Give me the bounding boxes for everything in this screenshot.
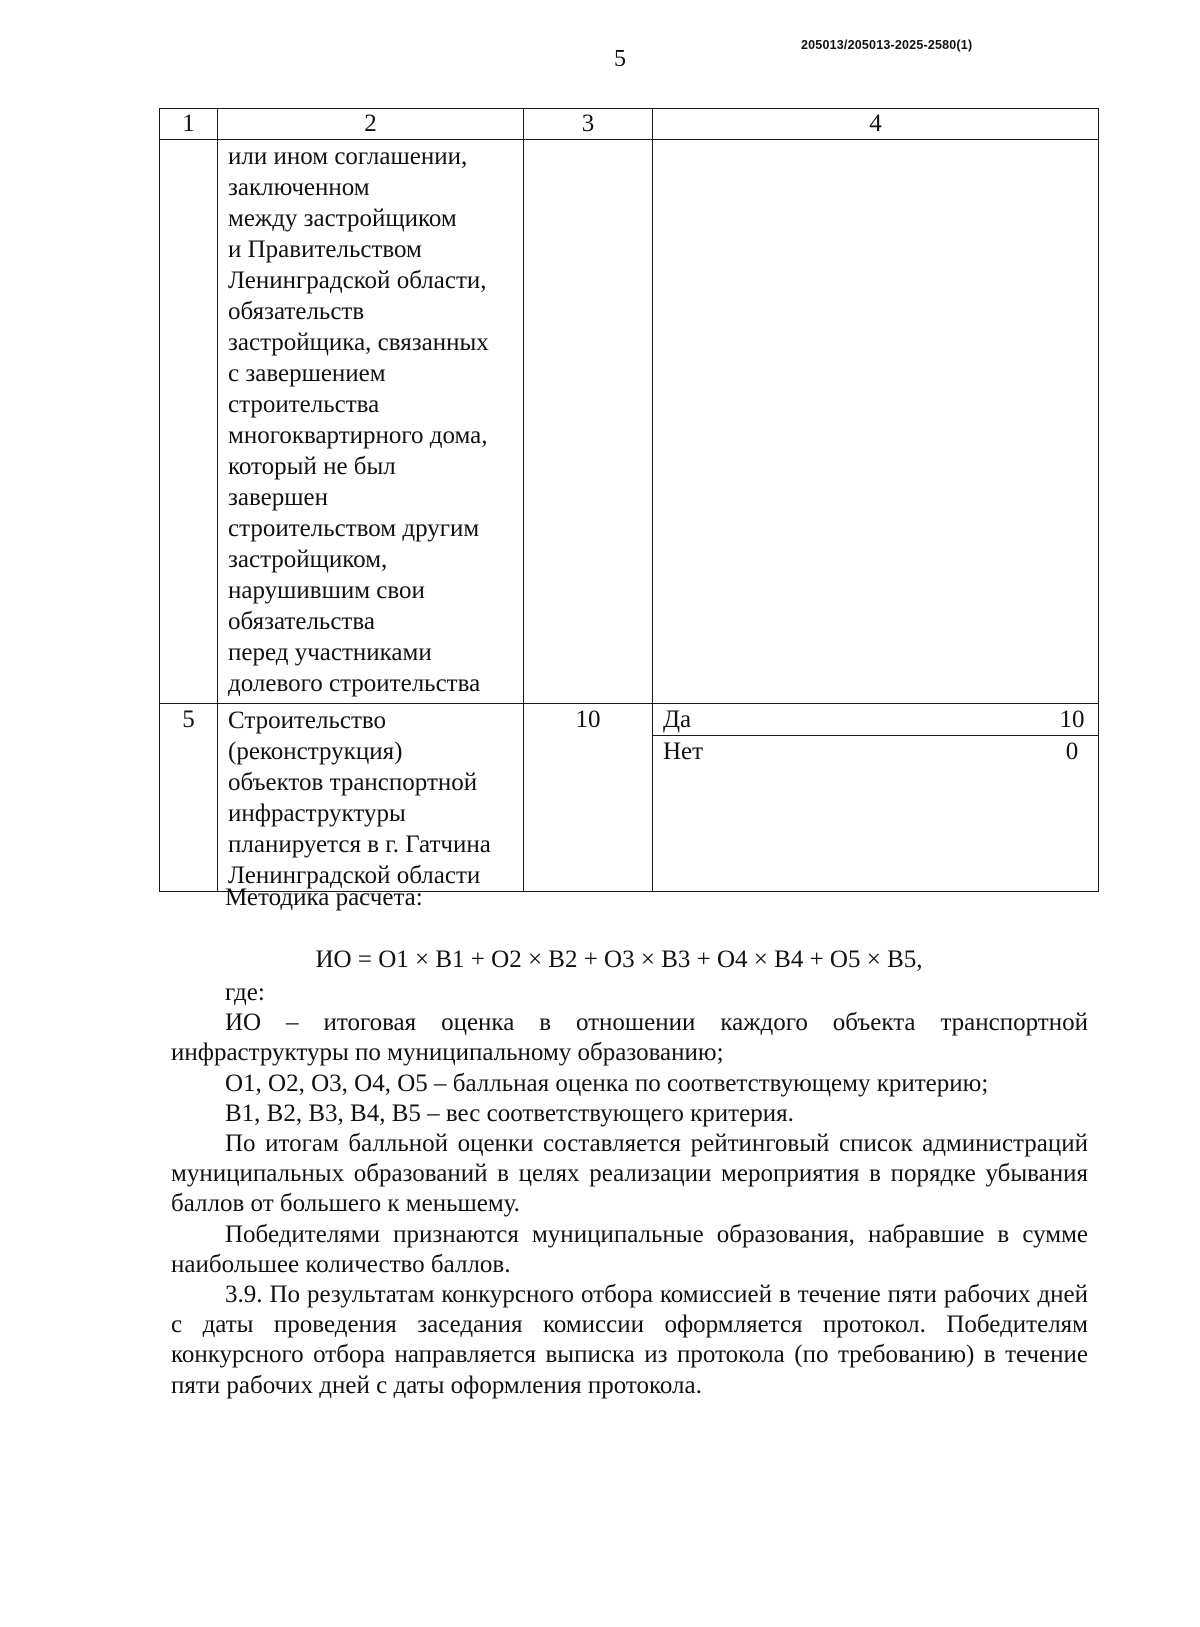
options-table — [653, 140, 1098, 703]
column-header-1: 1 — [160, 109, 218, 140]
option-score: 0 — [1065, 738, 1079, 765]
criterion-line: строительством другим — [228, 515, 480, 542]
options-table — [653, 704, 1098, 891]
method-title: Методика расчета: — [225, 884, 423, 911]
max-score: 10 — [524, 704, 653, 892]
method-title-block — [171, 883, 1088, 913]
max-score — [524, 140, 653, 704]
criterion-line: который не был — [228, 453, 396, 480]
criterion-line: и Правительством — [228, 236, 422, 263]
document-id: 205013/205013-2025-2580(1) — [801, 38, 973, 52]
row-number — [160, 140, 218, 704]
criterion-text — [218, 704, 524, 892]
table-row — [160, 140, 1099, 704]
paragraph-winners: Победителями признаются муниципальные образования, набравшие в сумме наибольшее количество баллов. — [171, 1220, 1088, 1278]
criterion-line: планируется в г. Гатчина — [228, 831, 491, 858]
criterion-line: с завершением — [228, 360, 386, 387]
criteria-table — [159, 108, 1099, 892]
criterion-line: объектов транспортной — [228, 769, 478, 796]
option-label: Нет — [663, 738, 704, 765]
criterion-line: застройщика, связанных — [228, 329, 489, 356]
criterion-line: долевого строительства — [228, 670, 481, 697]
criterion-line: Ленинградской области — [228, 862, 481, 889]
score-options — [653, 704, 1099, 892]
criterion-line: многоквартирного дома, — [228, 422, 488, 449]
criterion-line: инфраструктуры — [228, 800, 406, 827]
definition-b: В1, В2, В3, В4, В5 – вес соответствующего критерия. — [225, 1099, 794, 1127]
page-number: 5 — [614, 46, 626, 72]
column-header-3: 3 — [524, 109, 653, 140]
criterion-line: Строительство — [228, 707, 387, 734]
column-header-4: 4 — [653, 109, 1099, 140]
criterion-line: застройщиком, — [228, 546, 388, 573]
criterion-line: перед участниками — [228, 639, 432, 666]
table-header-row — [160, 109, 1099, 140]
paragraph-rating: По итогам балльной оценки составляется рейтинговый список администраций муниципальных образований в целях реализации мероприятия в порядке убывания баллов от большего к меньшему. — [171, 1130, 1088, 1218]
criterion-line: Ленинградской области, — [228, 267, 487, 294]
column-header-2: 2 — [218, 109, 524, 140]
method-definitions — [171, 978, 1088, 1401]
option-score: 10 — [1046, 704, 1098, 736]
criterion-line: обязательства — [228, 608, 375, 635]
score-options — [653, 140, 1099, 704]
criterion-line: заключенном — [228, 174, 370, 201]
criterion-text — [218, 140, 524, 704]
formula: ИО = О1 × В1 + О2 × В2 + О3 × В3 + О4 × В4 + О5 × В5, — [315, 946, 923, 973]
criterion-line: завершен — [228, 484, 328, 511]
criterion-line: нарушившим свои — [228, 577, 425, 604]
option-label — [653, 140, 1046, 703]
row-number: 5 — [160, 704, 218, 892]
option-label: Да — [653, 704, 1046, 736]
criterion-line: строительства — [228, 391, 380, 418]
criterion-line: (реконструкция) — [228, 738, 403, 765]
paragraph-3-9: 3.9. По результатам конкурсного отбора комиссией в течение пяти рабочих дней с даты проведения заседания комиссии оформляется протокол. Победителям конкурсного отбора направляется выписка из протокола (по требованию) в течение пяти рабочих дней с даты оформления протокола. — [171, 1281, 1088, 1399]
criterion-line: обязательств — [228, 298, 365, 325]
criterion-line: или ином соглашении, — [228, 143, 468, 170]
option-score — [1046, 140, 1098, 703]
where-label: где: — [225, 979, 265, 1006]
definition-o: О1, О2, О3, О4, О5 – балльная оценка по соответствующему критерию; — [225, 1069, 989, 1097]
definition-io: ИО – итоговая оценка в отношении каждого объекта транспортной инфраструктуры по муниципальному образованию; — [171, 1009, 1088, 1067]
table-row — [160, 704, 1099, 892]
criterion-line: между застройщиком — [228, 205, 457, 232]
